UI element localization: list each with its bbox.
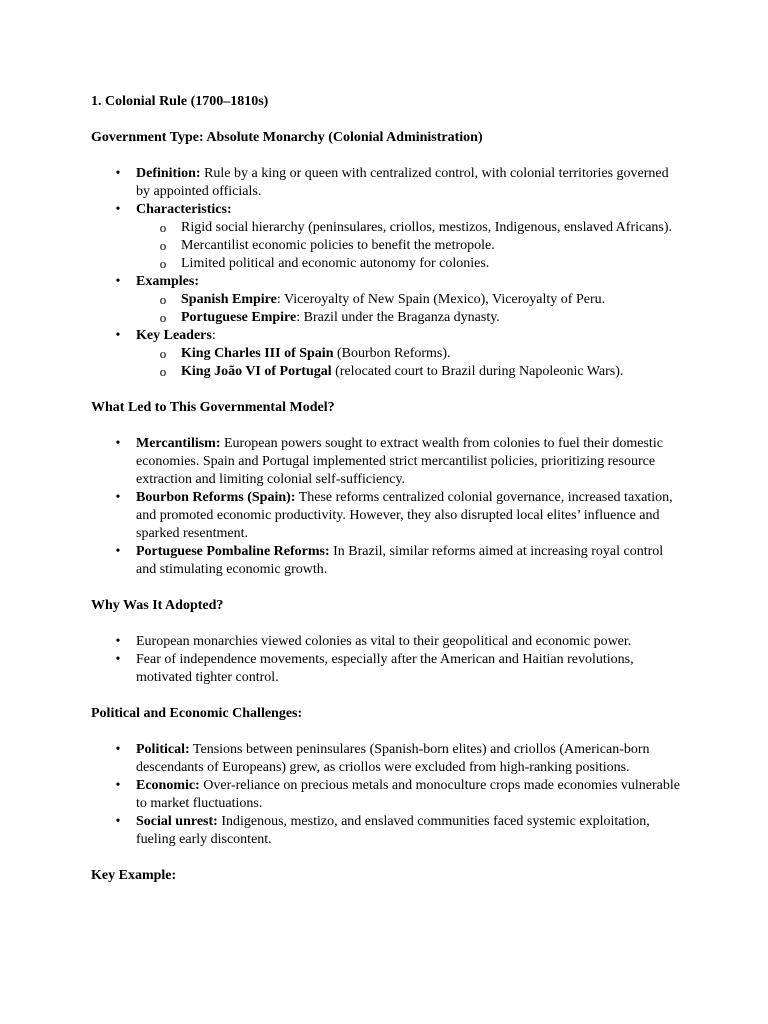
list-item — [91, 777, 681, 813]
sub-list-item — [136, 291, 681, 309]
section-title-why-adopted: Why Was It Adopted? — [91, 598, 224, 613]
bullet-icon: • — [115, 436, 121, 451]
section-title-key-example: Key Example: — [91, 868, 177, 883]
bullet-icon: • — [115, 814, 121, 829]
item-bold: Economic: — [136, 778, 200, 793]
bullet-icon: • — [115, 328, 121, 343]
sub-item-bold: King Charles III of Spain — [181, 346, 334, 361]
item-bold: Bourbon Reforms (Spain): — [136, 490, 296, 505]
bullet-icon: • — [115, 202, 121, 217]
sub-bullet-icon: o — [159, 256, 167, 271]
term-colon: : — [211, 328, 216, 343]
item-text: Indigenous, mestizo, and enslaved communities faced systemic exploitation, fueling early discontent. — [136, 814, 650, 847]
sub-bullet-icon: o — [159, 364, 167, 379]
term-text: Rule by a king or queen with centralized control, with colonial territories governed by appointed officials. — [136, 166, 669, 199]
sub-item-text: Limited political and economic autonomy for colonies. — [181, 256, 490, 271]
item-text: Fear of independence movements, especially after the American and Haitian revolutions, motivated tighter control. — [136, 652, 634, 685]
why-adopted-list — [91, 633, 681, 687]
item-bold: Portuguese Pombaline Reforms: — [136, 544, 330, 559]
sub-list-item — [136, 237, 681, 255]
item-text: European monarchies viewed colonies as vital to their geopolitical and economic power. — [136, 634, 632, 649]
sub-item-text: : Brazil under the Braganza dynasty. — [296, 310, 500, 325]
sub-list-item — [136, 363, 681, 381]
term-label: Characteristics: — [136, 202, 232, 217]
bullet-icon: • — [115, 166, 121, 181]
sub-list-item — [136, 255, 681, 273]
bullet-icon: • — [115, 652, 121, 667]
list-item-characteristics — [91, 201, 681, 273]
bullet-icon: • — [115, 274, 121, 289]
item-bold: Social unrest: — [136, 814, 218, 829]
sub-list-item — [136, 309, 681, 327]
sub-bullet-icon: o — [159, 346, 167, 361]
bullet-icon: • — [115, 634, 121, 649]
sub-item-bold: Spanish Empire — [181, 292, 277, 307]
sub-list-item — [136, 219, 681, 237]
section-heading: 1. Colonial Rule (1700–1810s) — [91, 94, 269, 109]
key-leaders-sublist — [136, 345, 681, 381]
sub-bullet-icon: o — [159, 220, 167, 235]
sub-item-text: : Viceroyalty of New Spain (Mexico), Viceroyalty of Peru. — [276, 292, 606, 307]
list-item — [91, 633, 681, 651]
term-label: Examples: — [136, 274, 199, 289]
term-label: Key Leaders — [136, 328, 212, 343]
what-led-list — [91, 435, 681, 579]
item-bold: Mercantilism: — [136, 436, 221, 451]
sub-item-bold: Portuguese Empire — [181, 310, 297, 325]
bullet-icon: • — [115, 544, 121, 559]
list-item-definition — [91, 165, 681, 201]
examples-sublist — [136, 291, 681, 327]
item-text: These reforms centralized colonial governance, increased taxation, and promoted economic productivity. However, they also disrupted local elites’ influence and sparked resentment. — [136, 490, 673, 541]
bullet-icon: • — [115, 778, 121, 793]
list-item — [91, 651, 681, 687]
list-item — [91, 813, 681, 849]
list-item-examples — [91, 273, 681, 327]
sub-item-text: (relocated court to Brazil during Napoleonic Wars). — [331, 364, 624, 379]
term-label: Definition: — [136, 166, 201, 181]
challenges-list — [91, 741, 681, 849]
section-title-challenges: Political and Economic Challenges: — [91, 706, 303, 721]
sub-item-bold: King João VI of Portugal — [181, 364, 332, 379]
sub-item-text: (Bourbon Reforms). — [333, 346, 451, 361]
list-item — [91, 489, 681, 543]
sub-list-item — [136, 345, 681, 363]
item-text: In Brazil, similar reforms aimed at increasing royal control and stimulating economic growth. — [136, 544, 664, 577]
colonial-rule-list — [91, 165, 681, 381]
characteristics-sublist — [136, 219, 681, 273]
item-text: Over-reliance on precious metals and monoculture crops made economies vulnerable to market fluctuations. — [136, 778, 680, 811]
document-content — [91, 93, 681, 885]
sub-bullet-icon: o — [159, 292, 167, 307]
sub-item-text: Mercantilist economic policies to benefit the metropole. — [181, 238, 495, 253]
item-bold: Political: — [136, 742, 190, 757]
sub-item-text: Rigid social hierarchy (peninsulares, criollos, mestizos, Indigenous, enslaved Africans). — [181, 220, 673, 235]
list-item — [91, 741, 681, 777]
item-text: European powers sought to extract wealth from colonies to fuel their domestic economies. Spain and Portugal implemented strict mercantilist policies, prioritizing resource extraction and limiting colonial self-sufficiency. — [136, 436, 663, 487]
sub-bullet-icon: o — [159, 310, 167, 325]
section-title-what-led: What Led to This Governmental Model? — [91, 400, 335, 415]
bullet-icon: • — [115, 490, 121, 505]
bullet-icon: • — [115, 742, 121, 757]
list-item — [91, 543, 681, 579]
sub-bullet-icon: o — [159, 238, 167, 253]
item-text: Tensions between peninsulares (Spanish-born elites) and criollos (American-born descendants of Europeans) grew, as criollos were excluded from high-ranking positions. — [136, 742, 650, 775]
list-item-key-leaders — [91, 327, 681, 381]
government-type-heading: Government Type: Absolute Monarchy (Colonial Administration) — [91, 130, 483, 145]
list-item — [91, 435, 681, 489]
